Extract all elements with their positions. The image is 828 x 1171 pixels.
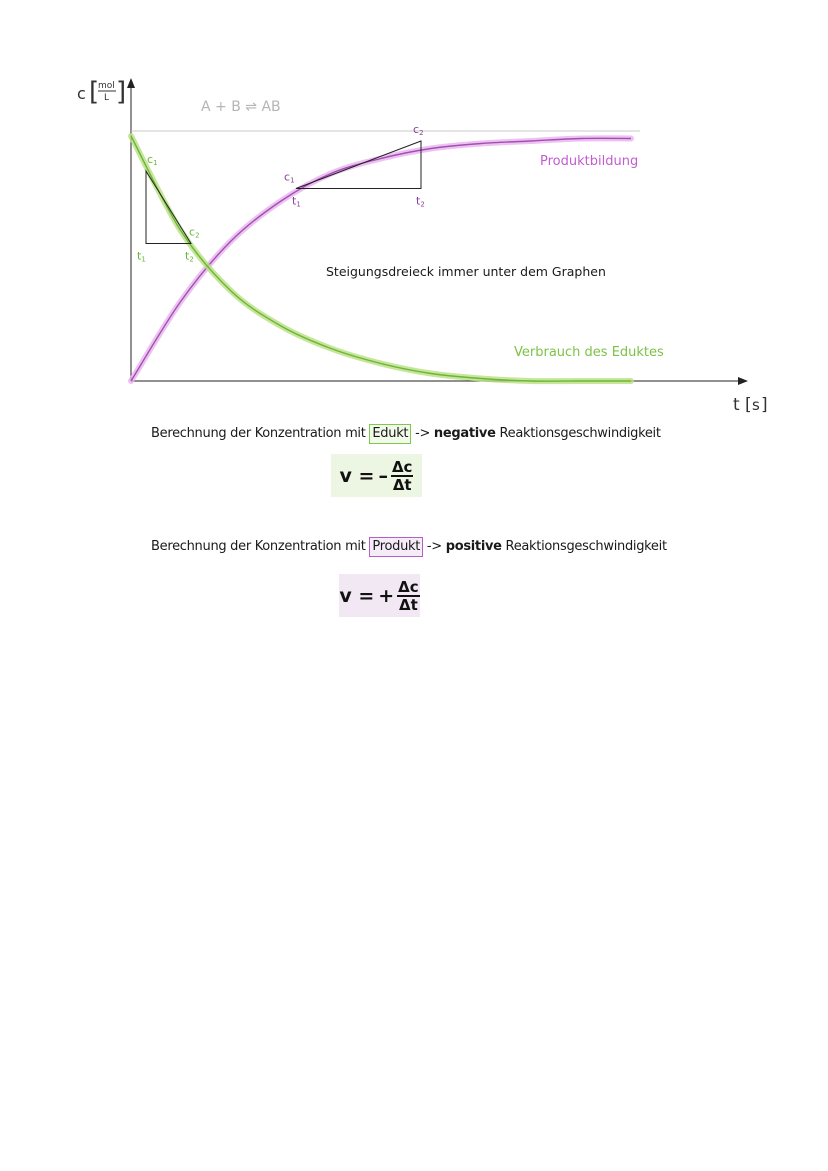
x-axis-unit: s xyxy=(752,396,760,414)
y-axis-unit-numerator: mol xyxy=(98,81,115,91)
triangle-0-t1: t1 xyxy=(137,249,146,264)
edukt-formula-fraction xyxy=(391,459,414,493)
edukt-formula-numerator: Δc xyxy=(391,457,413,476)
y-axis-symbol: c xyxy=(77,84,86,103)
produkt-sign-word: positive xyxy=(445,539,502,554)
edukt-formula-denominator: Δt xyxy=(392,475,412,494)
x-axis-symbol: t xyxy=(733,395,740,415)
slope-triangle-0 xyxy=(146,171,191,244)
reaction-equation: A + B ⇌ AB xyxy=(201,99,281,115)
x-axis-arrow xyxy=(738,377,748,385)
concentration-time-chart xyxy=(0,0,828,420)
triangle-1-t2: t2 xyxy=(416,194,425,209)
slope-triangle-1 xyxy=(296,141,421,189)
x-axis-bracket-right: ] xyxy=(761,395,768,415)
produkt-formula-fraction xyxy=(397,579,420,613)
edukt-suffix: Reaktionsgeschwindigkeit xyxy=(499,426,661,441)
series-label-verbrauch: Verbrauch des Eduktes xyxy=(514,345,664,360)
triangle-1-c1: c1 xyxy=(284,170,295,185)
edukt-sign-word: negative xyxy=(433,426,496,441)
produkt-prefix: Berechnung der Konzentration mit xyxy=(151,539,366,554)
produkt-formula-numerator: Δc xyxy=(398,577,419,596)
edukt-arrow: -> xyxy=(415,426,431,441)
y-axis-bracket-left: [ xyxy=(89,77,100,107)
edukt-rate-formula xyxy=(331,454,422,497)
y-axis-bracket-right: ] xyxy=(116,77,127,107)
triangle-0-t2: t2 xyxy=(185,249,194,264)
edukt-prefix: Berechnung der Konzentration mit xyxy=(151,426,366,441)
slope-triangle-annotation: Steigungsdreieck immer unter dem Graphen xyxy=(326,264,606,279)
edukt-formula-sign: – xyxy=(378,464,388,487)
produkt-rate-formula xyxy=(339,574,420,617)
produkt-formula-sign: + xyxy=(378,584,395,607)
produkt-formula-denominator: Δt xyxy=(399,595,418,614)
y-axis-unit-denominator: L xyxy=(104,93,110,103)
triangle-1-t1: t1 xyxy=(292,194,301,209)
triangle-1-c2: c2 xyxy=(413,123,424,137)
series-label-produktbildung: Produktbildung xyxy=(540,154,639,169)
edukt-explanation xyxy=(151,424,661,444)
produkt-suffix: Reaktionsgeschwindigkeit xyxy=(505,539,667,554)
triangle-0-c2: c2 xyxy=(189,225,200,240)
produkt-boxed-word: Produkt xyxy=(369,537,423,557)
produkt-explanation xyxy=(151,537,667,557)
produkt-arrow: -> xyxy=(426,539,442,554)
triangle-0-c1: c1 xyxy=(147,153,158,167)
edukt-boxed-word: Edukt xyxy=(369,424,411,444)
produkt-formula-lhs: v = xyxy=(339,584,375,607)
edukt-formula-lhs: v = xyxy=(339,464,375,487)
x-axis-bracket-left: [ xyxy=(745,395,752,415)
y-axis-arrow xyxy=(127,78,135,88)
